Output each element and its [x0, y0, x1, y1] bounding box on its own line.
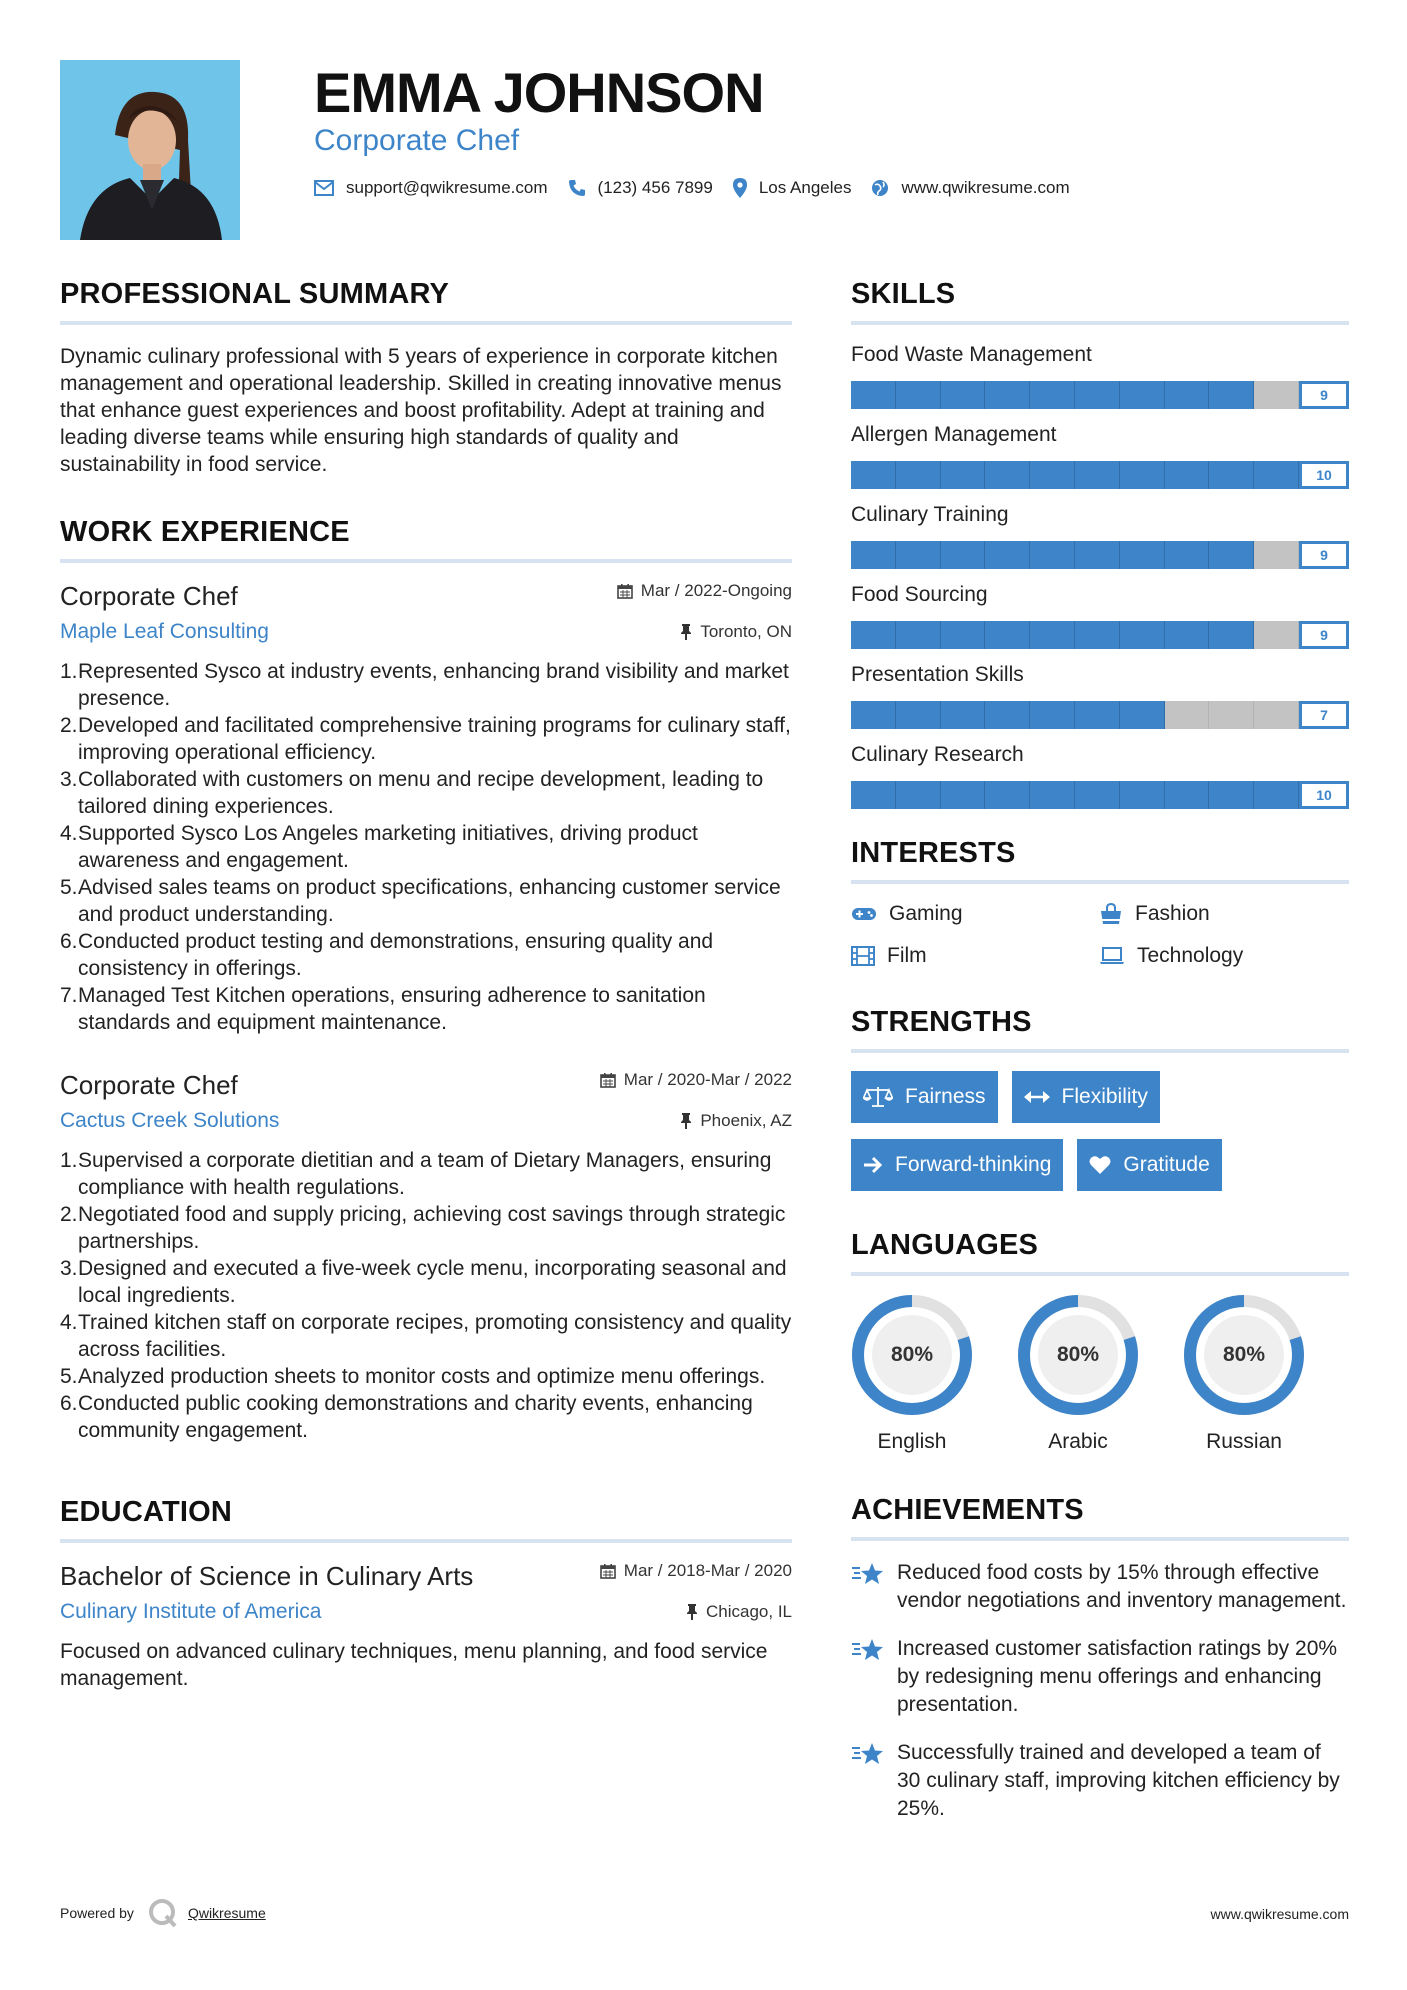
job-location [680, 1111, 792, 1131]
language-percent: 80% [1056, 1343, 1100, 1366]
education-date [600, 1561, 792, 1581]
skill-name: Culinary Training [851, 503, 1009, 526]
job-entry [60, 581, 792, 1036]
list-item: 1. Represented Sysco at industry events, enhancing brand visibility and market presence. [60, 660, 789, 710]
skill-item [851, 583, 1349, 649]
skill-bar-segment [896, 781, 941, 809]
list-item: 1. Supervised a corporate dietitian and a team of Dietary Managers, ensuring compliance with health regulations. [60, 1149, 772, 1199]
skill-bar-segment [896, 381, 941, 409]
strength-chip [1077, 1139, 1221, 1191]
languages-heading: LANGUAGES [851, 1229, 1349, 1276]
interests-list [851, 902, 1349, 968]
achievement-text: Increased customer satisfaction ratings by 20% by redesigning menu offerings and enhancing presentation. [897, 1637, 1338, 1716]
skill-bar-segment [1120, 381, 1165, 409]
interest-label: Fashion [1135, 902, 1210, 925]
skill-level-badge: 9 [1299, 381, 1349, 409]
skill-bar-segment [1254, 781, 1299, 809]
skill-item [851, 423, 1349, 489]
skill-bar-segment [1254, 541, 1299, 569]
skill-bar-segment [1075, 701, 1120, 729]
strength-label: Flexibility [1061, 1085, 1148, 1108]
list-item: 5. Advised sales teams on product specifications, enhancing customer service and product understanding. [60, 876, 781, 926]
achievement-item [851, 1635, 1349, 1719]
contact-location-text: Los Angeles [758, 178, 852, 197]
skill-bar-segment [1209, 461, 1254, 489]
footer-website[interactable]: www.qwikresume.com [1210, 1906, 1349, 1922]
shooting-star-icon [851, 1637, 885, 1663]
skill-level-bar [851, 461, 1349, 489]
shooting-star-icon [851, 1561, 885, 1587]
achievement-item [851, 1559, 1349, 1615]
job-date [617, 581, 792, 601]
job-date-text: Mar / 2020-Mar / 2022 [623, 1070, 792, 1089]
list-item: 6. Conducted product testing and demonstrations, ensuring quality and consistency in offerings. [60, 930, 714, 980]
skill-name: Presentation Skills [851, 663, 1024, 686]
skill-name: Culinary Research [851, 743, 1024, 766]
interest-item [1099, 902, 1347, 926]
job-date [600, 1070, 792, 1090]
skill-bar-segment [941, 381, 986, 409]
contact-phone[interactable] [568, 178, 713, 198]
skill-bar-segment [1209, 381, 1254, 409]
achievements-list [851, 1559, 1349, 1823]
job-location-text: Toronto, ON [700, 622, 792, 641]
skill-bar-segment [941, 461, 986, 489]
balance-scale-icon [863, 1086, 893, 1108]
achievement-text: Successfully trained and developed a team of 30 culinary staff, improving kitchen efficiency by 25%. [897, 1741, 1340, 1820]
skill-bar-segment [941, 541, 986, 569]
skill-bar-segment [851, 541, 896, 569]
language-name: Russian [1206, 1430, 1282, 1453]
skill-bar-segment [1120, 621, 1165, 649]
candidate-name: EMMA JOHNSON [314, 61, 764, 124]
job-title: Corporate Chef [60, 581, 238, 611]
contact-website[interactable] [871, 178, 1069, 198]
contact-phone-text: (123) 456 7899 [597, 178, 713, 197]
skill-bar-segment [1165, 461, 1210, 489]
strengths-list [851, 1071, 1349, 1191]
company-name: Maple Leaf Consulting [60, 620, 269, 643]
job-date-text: Mar / 2022-Ongoing [640, 581, 792, 600]
skill-level-badge: 7 [1299, 701, 1349, 729]
education-entry [60, 1561, 792, 1692]
education-location-text: Chicago, IL [706, 1602, 792, 1621]
skill-bar-segment [1209, 541, 1254, 569]
skill-name: Allergen Management [851, 423, 1057, 446]
skill-bar-segment [1075, 541, 1120, 569]
strength-label: Forward-thinking [895, 1153, 1052, 1176]
job-title: Corporate Chef [60, 1070, 238, 1100]
skill-bar-segment [1030, 461, 1075, 489]
list-item: 5. Analyzed production sheets to monitor costs and optimize menu offerings. [60, 1365, 766, 1388]
job-bullets [60, 1147, 792, 1444]
contact-email[interactable] [314, 178, 548, 198]
language-item [1183, 1294, 1305, 1454]
list-item: 3. Collaborated with customers on menu and recipe development, leading to tailored dining experiences. [60, 768, 764, 818]
skill-bar-segment [985, 461, 1030, 489]
list-item: 2. Negotiated food and supply pricing, achieving cost savings through strategic partnerships. [60, 1203, 786, 1253]
skill-bar-segment [985, 621, 1030, 649]
skill-level-badge: 10 [1299, 781, 1349, 809]
contact-email-text: support@qwikresume.com [346, 178, 548, 197]
phone-icon [568, 179, 586, 197]
skill-bar-segment [1075, 381, 1120, 409]
achievement-text: Reduced food costs by 15% through effective vendor negotiations and inventory management. [897, 1561, 1347, 1612]
experience-heading: WORK EXPERIENCE [60, 516, 792, 563]
company-name: Cactus Creek Solutions [60, 1109, 280, 1132]
skill-bar-segment [896, 621, 941, 649]
skill-item [851, 343, 1349, 409]
language-item [851, 1294, 973, 1454]
pushpin-icon [680, 1113, 692, 1129]
candidate-role: Corporate Chef [314, 124, 520, 157]
skill-bar-segment [985, 701, 1030, 729]
skill-bar-segment [1030, 701, 1075, 729]
skill-bar-segment [985, 781, 1030, 809]
calendar-icon [600, 1563, 616, 1579]
pushpin-icon [680, 624, 692, 640]
skills-list [851, 343, 1349, 809]
skill-bar-segment [941, 781, 986, 809]
skill-bar-segment [1120, 781, 1165, 809]
skill-bar-segment [985, 381, 1030, 409]
skill-bar-segment [1120, 461, 1165, 489]
skill-bar-segment [1165, 781, 1210, 809]
gamepad-icon [851, 906, 877, 922]
interest-item [851, 902, 1099, 926]
skill-bar-segment [1165, 621, 1210, 649]
skill-bar-segment [1165, 701, 1210, 729]
interest-label: Film [887, 944, 927, 967]
achievement-item [851, 1739, 1349, 1823]
strengths-heading: STRENGTHS [851, 1006, 1349, 1053]
right-column [851, 278, 1349, 1843]
skill-bar-segment [985, 541, 1030, 569]
laptop-icon [1099, 947, 1125, 965]
skill-name: Food Waste Management [851, 343, 1092, 366]
skills-heading: SKILLS [851, 278, 1349, 325]
left-column [60, 278, 792, 1726]
heart-icon [1089, 1155, 1111, 1175]
language-name: Arabic [1048, 1430, 1108, 1453]
strength-label: Fairness [905, 1085, 986, 1108]
skill-level-bar [851, 541, 1349, 569]
skill-bar-segment [941, 621, 986, 649]
education-location [686, 1602, 792, 1622]
skill-bar-segment [1209, 701, 1254, 729]
skill-bar-segment [1165, 381, 1210, 409]
skill-level-bar [851, 621, 1349, 649]
education-date-text: Mar / 2018-Mar / 2020 [623, 1561, 792, 1580]
strength-chip [1012, 1071, 1160, 1123]
skill-bar-segment [941, 701, 986, 729]
shopping-bag-icon [1099, 903, 1123, 925]
skill-bar-segment [851, 381, 896, 409]
skill-bar-segment [1030, 781, 1075, 809]
skill-bar-segment [1254, 461, 1299, 489]
list-item: 3. Designed and executed a five-week cycle menu, incorporating seasonal and local ingredients. [60, 1257, 787, 1307]
skill-bar-segment [1165, 541, 1210, 569]
summary-heading: PROFESSIONAL SUMMARY [60, 278, 792, 325]
skill-bar-segment [896, 461, 941, 489]
interest-label: Technology [1137, 944, 1244, 967]
list-item: 4. Supported Sysco Los Angeles marketing initiatives, driving product awareness and engagement. [60, 822, 698, 872]
arrows-horizontal-icon [1024, 1090, 1050, 1104]
list-item: 6. Conducted public cooking demonstrations and charity events, enhancing community engagement. [60, 1392, 753, 1442]
skill-name: Food Sourcing [851, 583, 988, 606]
skill-level-bar [851, 781, 1349, 809]
skill-bar-segment [1030, 541, 1075, 569]
list-item: 7. Managed Test Kitchen operations, ensuring adherence to sanitation standards and equipment maintenance. [60, 984, 706, 1034]
skill-level-badge: 9 [1299, 541, 1349, 569]
calendar-icon [617, 583, 633, 599]
skill-level-badge: 10 [1299, 461, 1349, 489]
languages-list [851, 1294, 1349, 1454]
education-description: Focused on advanced culinary techniques, menu planning, and food service management. [60, 1640, 768, 1690]
globe-icon [871, 179, 889, 197]
skill-bar-segment [896, 701, 941, 729]
strength-chip [851, 1139, 1063, 1191]
map-pin-icon [733, 178, 747, 198]
skill-bar-segment [1254, 701, 1299, 729]
skill-bar-segment [851, 621, 896, 649]
film-icon [851, 946, 875, 966]
contact-website-text: www.qwikresume.com [901, 178, 1070, 197]
skill-item [851, 743, 1349, 809]
contact-bar [314, 178, 1090, 198]
powered-by-text: Powered by [60, 1905, 134, 1921]
skill-bar-segment [1120, 541, 1165, 569]
school-name: Culinary Institute of America [60, 1600, 322, 1623]
job-location-text: Phoenix, AZ [700, 1111, 792, 1130]
envelope-icon [314, 180, 334, 196]
skill-level-bar [851, 381, 1349, 409]
skill-bar-segment [1075, 781, 1120, 809]
skill-bar-segment [1209, 621, 1254, 649]
job-bullets [60, 658, 792, 1036]
skill-bar-segment [1254, 621, 1299, 649]
skill-bar-segment [1030, 621, 1075, 649]
achievements-heading: ACHIEVEMENTS [851, 1494, 1349, 1541]
skill-bar-segment [1030, 381, 1075, 409]
interest-item [851, 944, 1099, 968]
skill-item [851, 663, 1349, 729]
skill-bar-segment [851, 701, 896, 729]
skill-bar-segment [1075, 621, 1120, 649]
footer-powered-by [60, 1898, 266, 1928]
interest-item [1099, 944, 1347, 968]
language-percent: 80% [1222, 1343, 1266, 1366]
calendar-icon [600, 1072, 616, 1088]
contact-location [733, 178, 852, 198]
qwikresume-link[interactable]: Qwikresume [187, 1905, 266, 1921]
skill-bar-segment [1254, 381, 1299, 409]
education-heading: EDUCATION [60, 1496, 792, 1543]
list-item: 4. Trained kitchen staff on corporate recipes, promoting consistency and quality across facilities. [60, 1311, 792, 1361]
list-item: 2. Developed and facilitated comprehensive training programs for culinary staff, improving operational efficiency. [60, 714, 791, 764]
skill-bar-segment [896, 541, 941, 569]
skill-bar-segment [1209, 781, 1254, 809]
language-percent: 80% [890, 1343, 934, 1366]
shooting-star-icon [851, 1741, 885, 1767]
profile-photo [60, 60, 240, 240]
skill-item [851, 503, 1349, 569]
skill-bar-segment [1120, 701, 1165, 729]
skill-level-bar [851, 701, 1349, 729]
language-name: English [877, 1430, 947, 1453]
strength-label: Gratitude [1123, 1153, 1210, 1176]
interest-label: Gaming [889, 902, 963, 925]
skill-level-badge: 9 [1299, 621, 1349, 649]
strength-chip [851, 1071, 998, 1123]
degree-title: Bachelor of Science in Culinary Arts [60, 1561, 474, 1591]
summary-text: Dynamic culinary professional with 5 years of experience in corporate kitchen management and operational leadership. Skilled in creating innovative menus that enhance guest experiences and boost profitability. Adept at training and leading diverse teams while ensuring high standards of quality and sustainability in food service. [60, 345, 782, 476]
pushpin-icon [686, 1604, 698, 1620]
arrow-right-icon [863, 1156, 883, 1174]
skill-bar-segment [1075, 461, 1120, 489]
job-entry [60, 1070, 792, 1444]
qwikresume-logo-icon [148, 1898, 178, 1928]
skill-bar-segment [851, 461, 896, 489]
job-location [680, 622, 792, 642]
interests-heading: INTERESTS [851, 837, 1349, 884]
language-item [1017, 1294, 1139, 1454]
skill-bar-segment [851, 781, 896, 809]
